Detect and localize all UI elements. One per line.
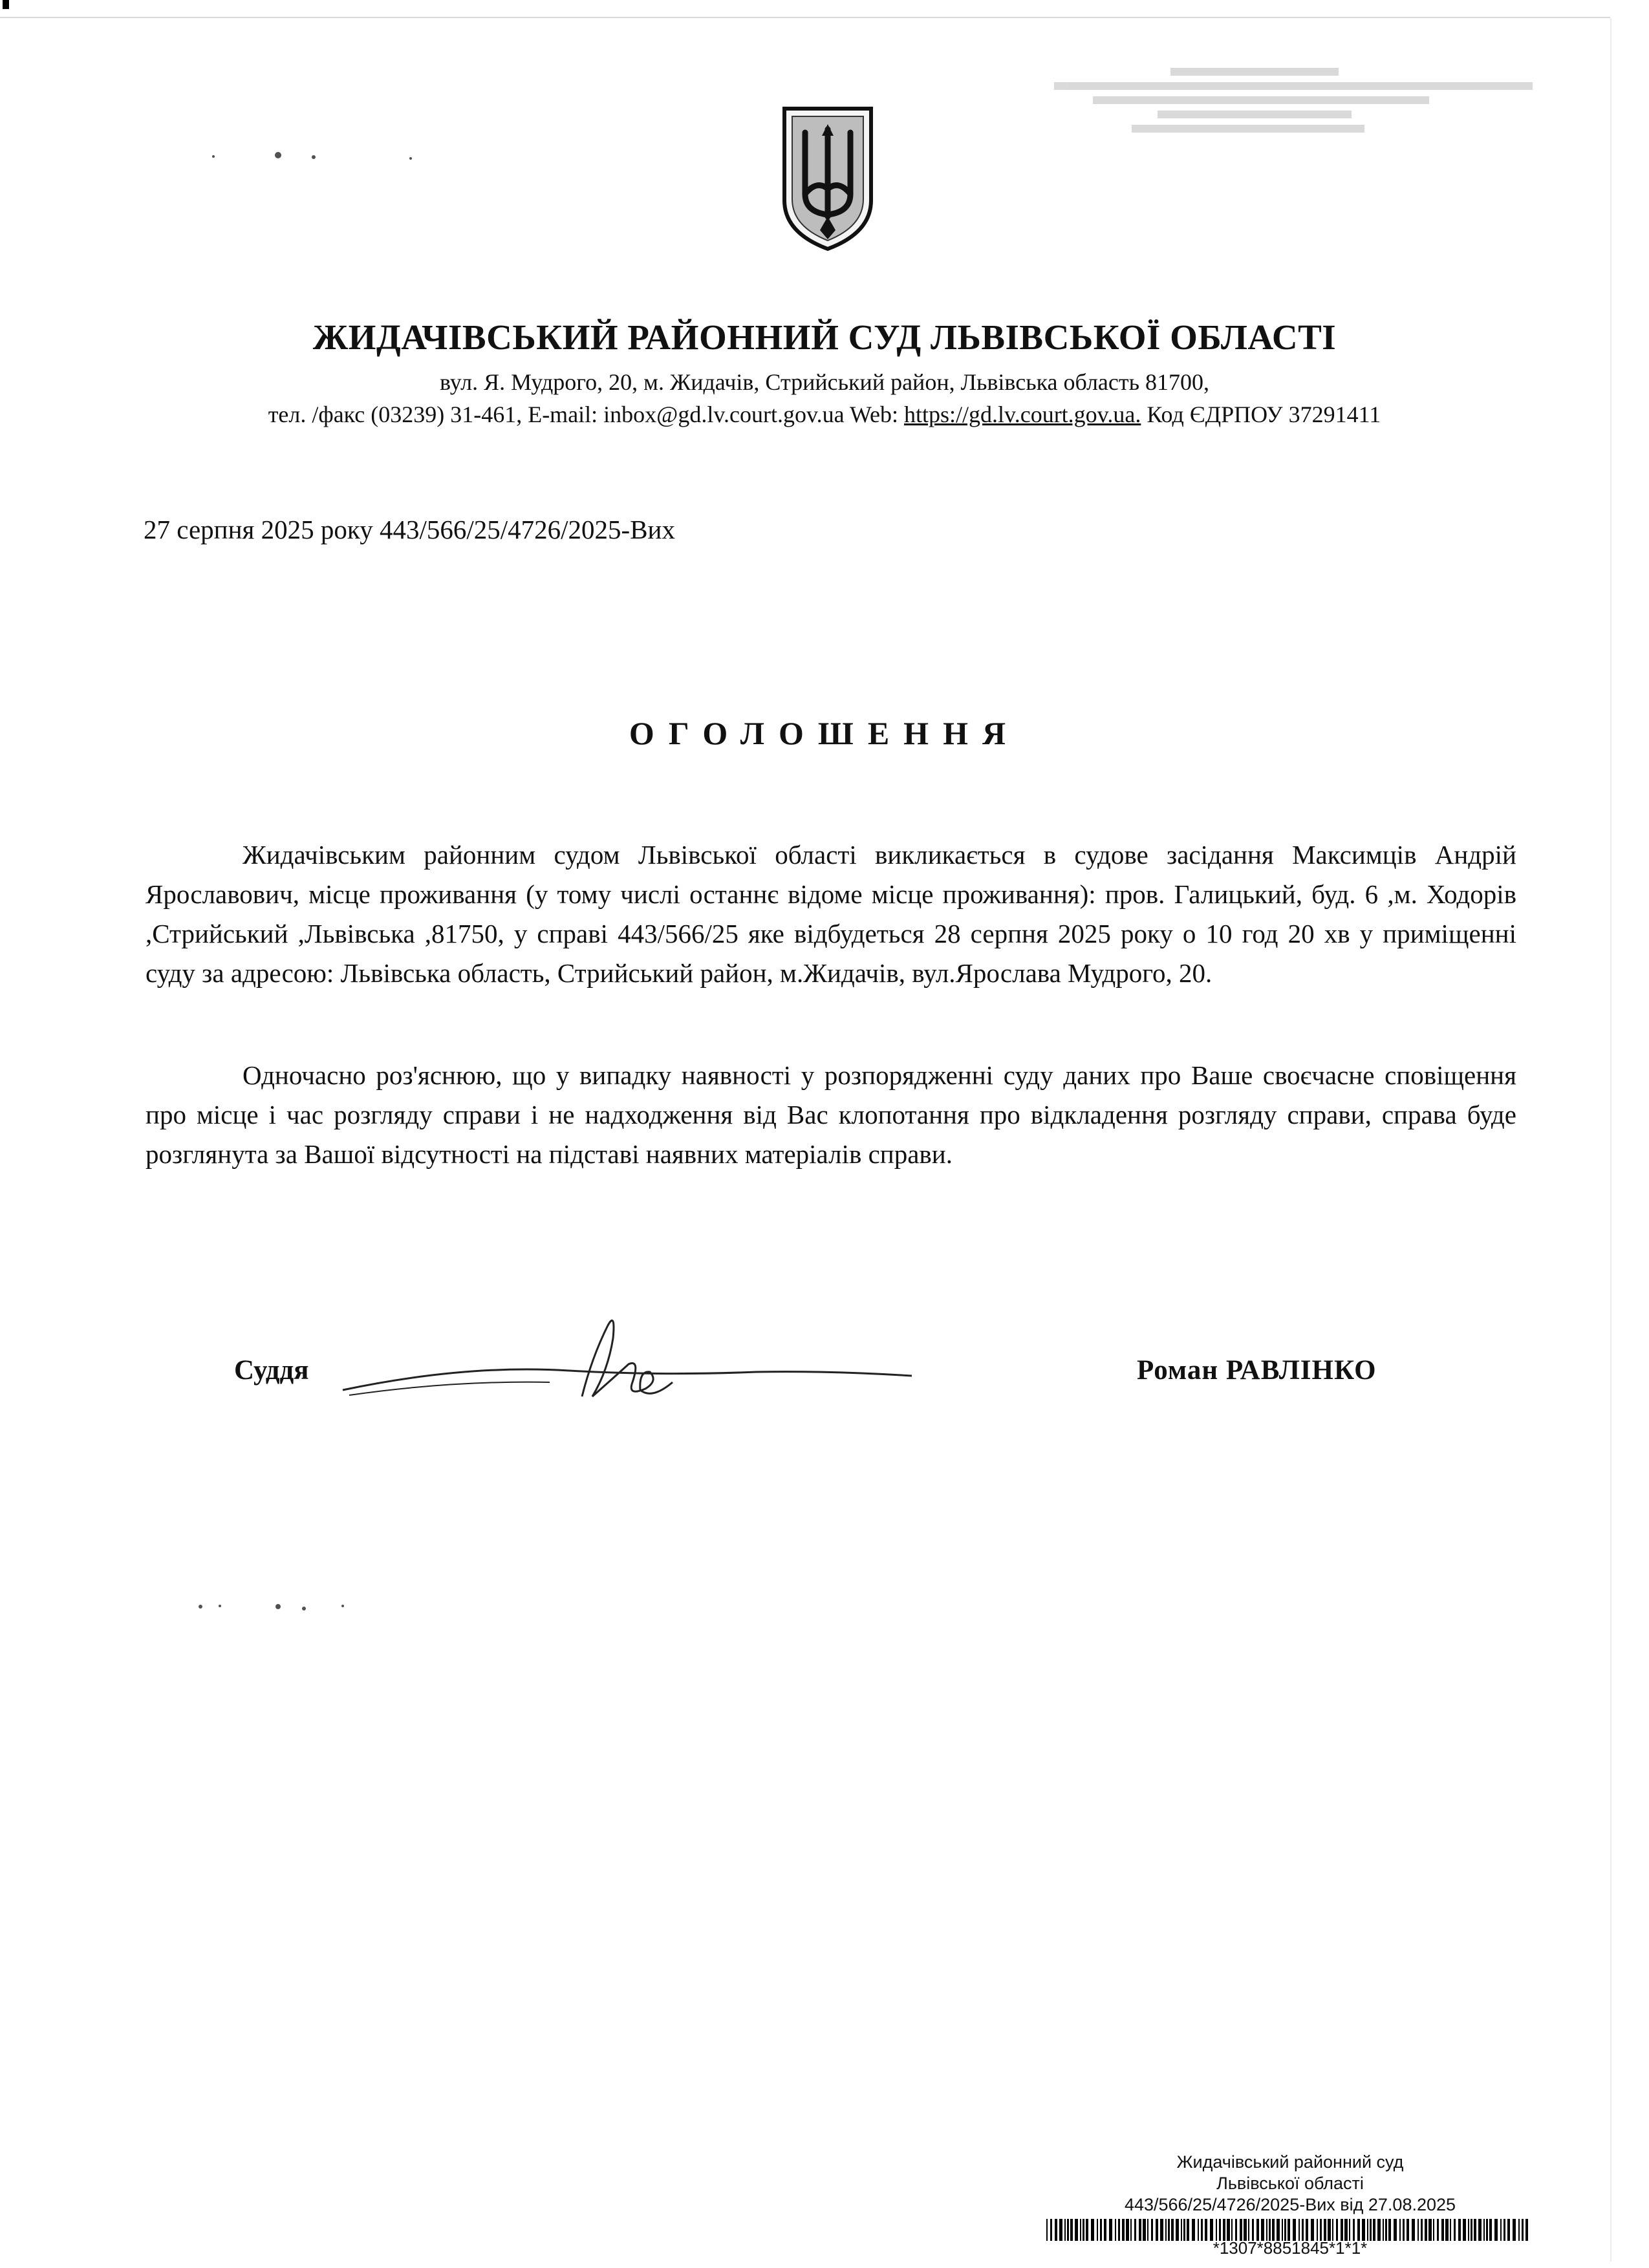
barcode-stripe: [1385, 2219, 1387, 2241]
barcode-stripe: [1171, 2219, 1174, 2241]
barcode-stripe: [1450, 2219, 1451, 2241]
barcode-stripe: [1433, 2219, 1434, 2241]
barcode-stripe: [1394, 2219, 1397, 2241]
barcode-stripe: [1367, 2219, 1368, 2241]
barcode-stripe: [1266, 2219, 1267, 2241]
scan-edge-line: [0, 17, 1610, 18]
barcode-stripe: [1428, 2219, 1432, 2241]
barcode-stripe: [1293, 2219, 1296, 2241]
barcode-stripe: [1118, 2219, 1120, 2241]
barcode-stripe: [1192, 2219, 1195, 2241]
barcode-stripe: [1080, 2219, 1081, 2241]
barcode-stripe: [1412, 2219, 1415, 2241]
contacts-text: тел. /факс (03239) 31-461, E-mail: inbox@gd.lv.court.gov.ua Web:: [268, 401, 905, 427]
barcode-stripe: [1223, 2219, 1225, 2241]
barcode-stripe: [1050, 2219, 1052, 2241]
barcode-stripe: [1235, 2219, 1237, 2241]
barcode-stripe: [1306, 2219, 1308, 2241]
barcode-stripe: [1349, 2219, 1350, 2241]
stamp-region-line: Львівської області: [1216, 2174, 1364, 2193]
barcode-stripe: [1269, 2219, 1271, 2241]
barcode-stripe: [1210, 2219, 1213, 2241]
barcode-stripe: [1445, 2219, 1449, 2241]
barcode-stripe: [1198, 2219, 1199, 2241]
barcode-stripe: [1437, 2219, 1439, 2241]
barcode-stripe: [1143, 2219, 1146, 2241]
barcode-stripe: [1471, 2219, 1472, 2241]
stamp-number-line: 443/566/25/4726/2025-Вих від 27.08.2025: [1124, 2195, 1456, 2214]
barcode-stripe: [1344, 2219, 1348, 2241]
barcode-stripe: [1336, 2219, 1338, 2241]
stamp-court-line: Жидачівський районний суд: [1176, 2152, 1404, 2172]
barcode-stripe: [1362, 2219, 1365, 2241]
scan-corner-mark: [3, 0, 9, 9]
barcode-stripe: [1486, 2219, 1488, 2241]
barcode-stripe: [1468, 2219, 1469, 2241]
barcode-stripe: [1248, 2219, 1249, 2241]
barcode-stripe: [1219, 2219, 1221, 2241]
handwritten-signature: [336, 1300, 918, 1409]
court-contacts: [0, 401, 1649, 428]
barcode-stripe: [1130, 2219, 1132, 2241]
barcode-stripe: [1500, 2219, 1502, 2241]
barcode-stripe: [1417, 2219, 1419, 2241]
barcode-stripe: [1165, 2219, 1167, 2241]
barcode-stripe: [1317, 2219, 1318, 2241]
barcode-stripe: [1059, 2219, 1062, 2241]
barcode-stripe: [1277, 2219, 1280, 2241]
barcode-stripe: [1252, 2219, 1254, 2241]
barcode-stripe: [1425, 2219, 1427, 2241]
announcement-paragraph: Жидачівським районним судом Львівської області викликається в судове засідання Максимців Андрій Ярославович, місце проживання (у тому числі останнє відоме місце проживання): пров. Галицький, буд. 6 ,м. Ходорів ,Стрийський ,Львівська ,81750, у справі 443/566/25 яке відбудеться 28 серпня 2025 року о 10 год 20 хв у приміщенні суду за адресою: Львівська область, Стрийський район, м.Жидачів, вул.Ярослава Мудрого, 20.: [146, 840, 1516, 988]
barcode-stripe: [1272, 2219, 1275, 2241]
barcode-stripe: [1282, 2219, 1283, 2241]
barcode-stripe: [1299, 2219, 1300, 2241]
website-link[interactable]: https://gd.lv.court.gov.ua.: [904, 401, 1141, 427]
barcode-stripe: [1357, 2219, 1360, 2241]
barcode-stripe: [1134, 2219, 1136, 2241]
barcode-stripe: [1525, 2219, 1528, 2241]
bleed-through-ghost-text: [1054, 61, 1533, 158]
barcode-stripe: [1168, 2219, 1170, 2241]
registration-stamp: [1035, 2152, 1546, 2216]
barcode-stripe: [1064, 2219, 1066, 2241]
barcode-stripe: [1070, 2219, 1073, 2241]
court-name: ЖИДАЧІВСЬКИЙ РАЙОННИЙ СУД ЛЬВІВСЬКОЇ ОБЛАСТІ: [312, 317, 1337, 357]
edrpou-code: Код ЄДРПОУ 37291411: [1141, 401, 1381, 427]
barcode-stripe: [1421, 2219, 1423, 2241]
outgoing-date-number: 27 серпня 2025 року 443/566/25/4726/2025-Вих: [144, 515, 675, 544]
barcode-stripe: [1261, 2219, 1264, 2241]
judge-label: Суддя: [234, 1355, 309, 1385]
barcode-stripe: [1406, 2219, 1409, 2241]
barcode-stripe: [1139, 2219, 1141, 2241]
registration-barcode: [1046, 2219, 1531, 2241]
barcode-stripe: [1373, 2219, 1375, 2241]
barcode-stripe: [1454, 2219, 1456, 2241]
barcode-stripe: [1086, 2219, 1088, 2241]
document-title: ОГОЛОШЕННЯ: [629, 715, 1020, 751]
barcode-stripe: [1288, 2219, 1290, 2241]
scan-speckles: [194, 1597, 388, 1616]
barcode-stripe: [1388, 2219, 1391, 2241]
barcode-stripe: [1187, 2219, 1189, 2241]
barcode-stripe: [1126, 2219, 1129, 2241]
barcode-stripe: [1083, 2219, 1084, 2241]
barcode-stripe: [1332, 2219, 1333, 2241]
barcode-stripe: [1216, 2219, 1217, 2241]
barcode-stripe: [1507, 2219, 1510, 2241]
barcode-stripe: [1256, 2219, 1259, 2241]
barcode-stripe: [1474, 2219, 1476, 2241]
barcode-stripe: [1353, 2219, 1355, 2241]
barcode-stripe: [1067, 2219, 1069, 2241]
barcode-stripe: [1231, 2219, 1233, 2241]
barcode-stripe: [1320, 2219, 1322, 2241]
barcode-stripe: [1244, 2219, 1247, 2241]
barcode-stripe: [1478, 2219, 1482, 2241]
barcode-stripe: [1483, 2219, 1485, 2241]
barcode-stripe: [1370, 2219, 1372, 2241]
judge-name: Роман РАВЛІНКО: [1137, 1355, 1377, 1385]
barcode-stripe: [1176, 2219, 1179, 2241]
barcode-stripe: [1201, 2219, 1203, 2241]
barcode-stripe: [1383, 2219, 1384, 2241]
barcode-stripe: [1324, 2219, 1326, 2241]
barcode-stripe: [1284, 2219, 1286, 2241]
barcode-stripe: [1341, 2219, 1343, 2241]
barcode-number: *1307*8851845*1*1*: [1212, 2238, 1368, 2258]
barcode-stripe: [1151, 2219, 1153, 2241]
barcode-stripe: [1147, 2219, 1148, 2241]
barcode-stripe: [1522, 2219, 1524, 2241]
barcode-stripe: [1463, 2219, 1466, 2241]
barcode-stripe: [1097, 2219, 1098, 2241]
barcode-stripe: [1055, 2219, 1057, 2241]
barcode-stripe: [1240, 2219, 1242, 2241]
barcode-stripe: [1403, 2219, 1405, 2241]
barcode-stripe: [1227, 2219, 1230, 2241]
barcode-stripe: [1109, 2219, 1112, 2241]
coat-of-arms-trident-icon: [779, 103, 876, 252]
barcode-stripe: [1104, 2219, 1106, 2241]
barcode-stripe: [1513, 2219, 1516, 2241]
barcode-stripe: [1458, 2219, 1461, 2241]
barcode-stripe: [1377, 2219, 1381, 2241]
barcode-stripe: [1489, 2219, 1492, 2241]
barcode-stripe: [1518, 2219, 1520, 2241]
barcode-stripe: [1091, 2219, 1094, 2241]
barcode-stripe: [1181, 2219, 1182, 2241]
barcode-stripe: [1100, 2219, 1102, 2241]
barcode-stripe: [1160, 2219, 1163, 2241]
barcode-stripe: [1046, 2219, 1048, 2241]
barcode-stripe: [1183, 2219, 1185, 2241]
court-address: вул. Я. Мудрого, 20, м. Жидачів, Стрийський район, Львівська область 81700,: [439, 369, 1210, 395]
barcode-stripe: [1328, 2219, 1331, 2241]
barcode-stripe: [1311, 2219, 1314, 2241]
barcode-stripe: [1399, 2219, 1401, 2241]
explanation-paragraph: Одночасно роз'яснюю, що у випадку наявності у розпорядженні суду даних про Ваше своєчасне сповіщення про місце і час розгляду справи і не надходження від Вас клопотання про відкладення розгляду справи, справа буде розглянута за Вашої відсутності на підставі наявних матеріалів справи.: [146, 1060, 1516, 1169]
barcode-stripe: [1115, 2219, 1116, 2241]
scan-speckles-top: [194, 149, 440, 168]
barcode-stripe: [1156, 2219, 1158, 2241]
barcode-stripe: [1122, 2219, 1125, 2241]
barcode-stripe: [1503, 2219, 1505, 2241]
barcode-stripe: [1494, 2219, 1498, 2241]
barcode-stripe: [1302, 2219, 1304, 2241]
barcode-stripe: [1205, 2219, 1207, 2241]
barcode-stripe: [1441, 2219, 1444, 2241]
barcode-stripe: [1075, 2219, 1078, 2241]
